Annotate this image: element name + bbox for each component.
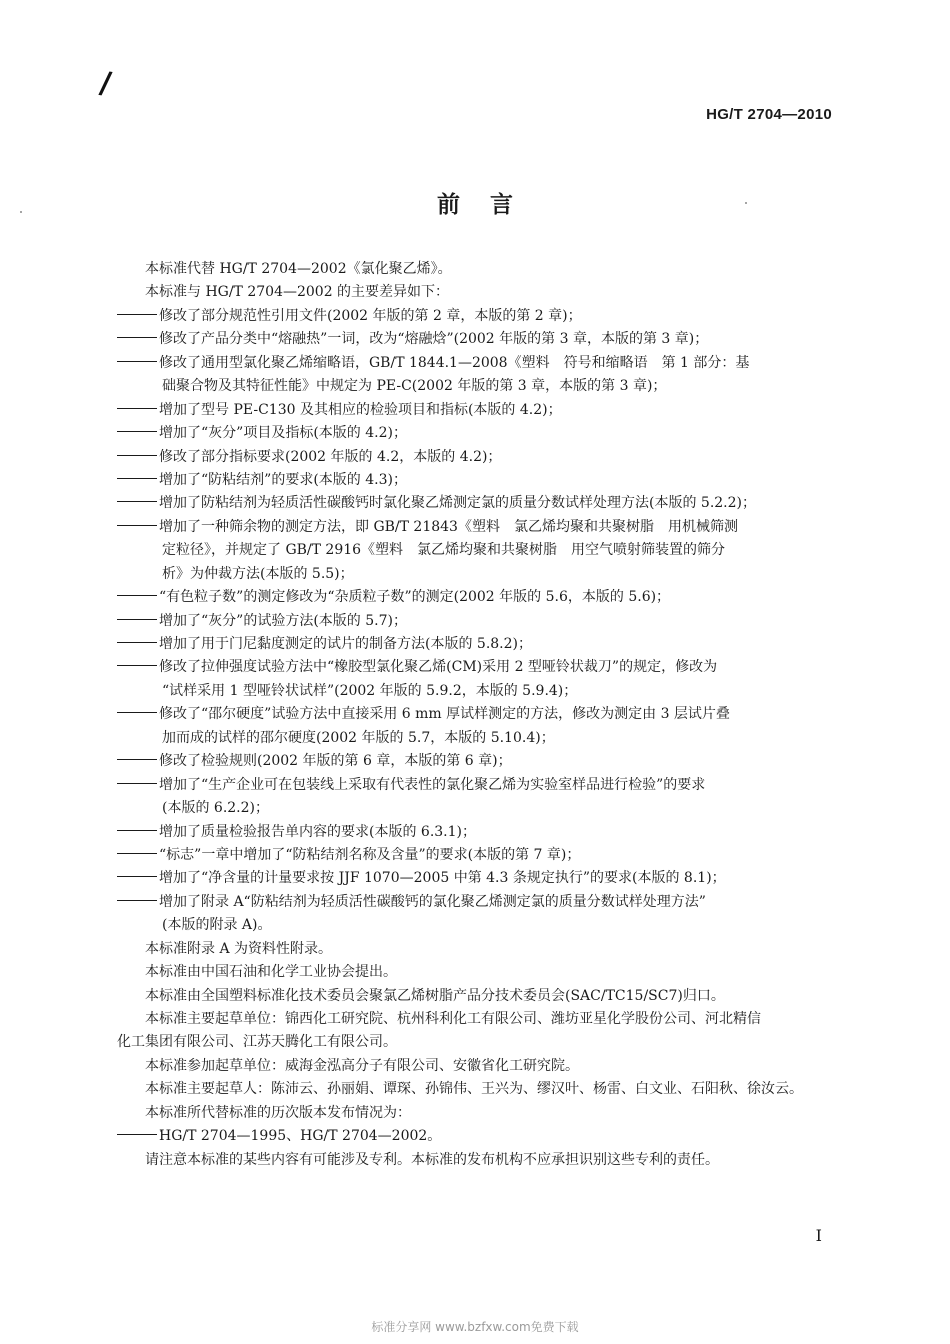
list-item-text: 修改了检验规则(2002 年版的第 6 章，本版的第 6 章)； <box>159 753 512 770</box>
em-dash-bullet <box>117 703 159 726</box>
list-item-text: “有色粒子数”的测定修改为“杂质粒子数”的测定(2002 年版的 5.6，本版的 5.6)； <box>159 589 671 606</box>
list-item <box>117 1125 832 1148</box>
paragraph-line <box>117 1055 832 1078</box>
em-dash-bullet <box>117 633 159 656</box>
list-item <box>117 492 832 515</box>
list-item <box>117 867 832 890</box>
list-item <box>117 446 832 469</box>
em-dash-bullet <box>117 844 159 867</box>
list-item-text: 定粒径》，并规定了 GB/T 2916《塑料 氯乙烯均聚和共聚树脂 用空气喷射筛装置的筛分 <box>162 542 726 559</box>
paragraph-text: 本标准代替 HG/T 2704—2002《氯化聚乙烯》。 <box>145 261 452 277</box>
list-item <box>117 774 832 797</box>
em-dash-bullet <box>117 352 159 375</box>
em-dash-bullet <box>117 867 159 890</box>
list-item-continuation <box>117 563 832 586</box>
em-dash-bullet <box>117 774 159 797</box>
list-item <box>117 469 832 492</box>
list-item-text: 修改了“邵尔硬度”试验方法中直接采用 6 mm 厚试样测定的方法，修改为测定由 3 层试片叠 <box>159 706 730 723</box>
list-item-text: (本版的附录 A)。 <box>162 917 272 934</box>
list-item-text: 修改了部分指标要求(2002 年版的 4.2，本版的 4.2)； <box>159 448 502 465</box>
list-item <box>117 610 832 633</box>
list-item-text: 增加了“灰分”的试验方法(本版的 5.7)； <box>159 612 407 629</box>
list-item <box>117 633 832 656</box>
paragraph-text: 请注意本标准的某些内容有可能涉及专利。本标准的发布机构不应承担识别这些专利的责任。 <box>145 1151 719 1168</box>
list-item <box>117 703 832 726</box>
paragraph-text: 本标准附录 A 为资料性附录。 <box>145 940 333 957</box>
list-item <box>117 422 832 445</box>
list-item-text: 增加了“防粘结剂”的要求(本版的 4.3)； <box>159 471 407 488</box>
paragraph-line <box>117 1102 832 1125</box>
document-body <box>117 258 832 1172</box>
list-item-text: 础聚合物及其特征性能》中规定为 PE-C(2002 年版的第 3 章，本版的第 3 章)； <box>162 378 667 395</box>
em-dash-bullet <box>117 586 159 609</box>
em-dash-bullet <box>117 610 159 633</box>
em-dash-bullet <box>117 891 159 914</box>
list-item <box>117 656 832 679</box>
paragraph-line <box>117 281 832 304</box>
page-title: 前言 <box>437 192 543 218</box>
list-item-text: 增加了型号 PE-C130 及其相应的检验项目和指标(本版的 4.2)； <box>159 401 562 418</box>
list-item-text: 修改了拉伸强度试验方法中“橡胶型氯化聚乙烯(CM)采用 2 型哑铃状裁刀”的规定，修改为 <box>159 659 718 676</box>
list-item <box>117 328 832 351</box>
list-item-text: 修改了通用型氯化聚乙烯缩略语，GB/T 1844.1—2008《塑料 符号和缩略语 第 1 部分：基 <box>159 354 750 371</box>
list-item-text: 修改了部分规范性引用文件(2002 年版的第 2 章，本版的第 2 章)； <box>159 307 582 324</box>
em-dash-bullet <box>117 328 159 351</box>
paragraph-line <box>117 961 832 984</box>
list-item-text: 增加了质量检验报告单内容的要求(本版的 6.3.1)； <box>159 823 476 840</box>
list-item <box>117 821 832 844</box>
list-item <box>117 586 832 609</box>
paragraph-text: 本标准由中国石油和化学工业协会提出。 <box>145 964 397 981</box>
paragraph-line <box>117 1078 832 1101</box>
list-item-continuation <box>117 727 832 750</box>
list-item-continuation <box>117 375 832 398</box>
em-dash-bullet <box>117 446 159 469</box>
list-item-text: 析》为仲裁方法(本版的 5.5)； <box>162 565 354 582</box>
list-item <box>117 352 832 375</box>
handwritten-mark: / <box>97 65 114 102</box>
list-item <box>117 305 832 328</box>
page-number: I <box>815 1226 822 1245</box>
paragraph-text: 本标准主要起草人：陈沛云、孙丽娟、谭琛、孙锦伟、王兴为、缪汉叶、杨雷、白文业、石阳秋、徐汝云。 <box>145 1081 803 1098</box>
list-item-continuation <box>117 914 832 937</box>
list-item-text: (本版的 6.2.2)； <box>162 800 269 817</box>
list-item <box>117 844 832 867</box>
list-item-text: 增加了“生产企业可在包装线上采取有代表性的氯化聚乙烯为实验室样品进行检验”的要求 <box>159 776 706 793</box>
paragraph-line <box>117 1149 832 1172</box>
em-dash-bullet <box>117 516 159 539</box>
list-item-continuation <box>117 680 832 703</box>
list-item-continuation <box>117 797 832 820</box>
paragraph-text: 本标准由全国塑料标准化技术委员会聚氯乙烯树脂产品分技术委员会(SAC/TC15/SC7)归口。 <box>145 987 725 1004</box>
paragraph-line <box>117 938 832 961</box>
paragraph-text: 本标准所代替标准的历次版本发布情况为： <box>145 1104 411 1121</box>
paragraph-text: 本标准主要起草单位：锦西化工研究院、杭州科利化工有限公司、潍坊亚星化学股份公司、河北精信 <box>145 1011 761 1027</box>
list-item-text: HG/T 2704—1995、HG/T 2704—2002。 <box>159 1128 442 1145</box>
list-item-text: “试样采用 1 型哑铃状试样”(2002 年版的 5.9.2，本版的 5.9.4)； <box>162 682 578 699</box>
em-dash-bullet <box>117 1125 159 1148</box>
em-dash-bullet <box>117 469 159 492</box>
em-dash-bullet <box>117 821 159 844</box>
paragraph-line <box>117 258 832 281</box>
list-item <box>117 891 832 914</box>
list-item-text: 修改了产品分类中“熔融热”一词，改为“熔融焓”(2002 年版的第 3 章，本版的第 3 章)； <box>159 331 709 348</box>
list-item-text: 加而成的试样的邵尔硬度(2002 年版的 5.7，本版的 5.10.4)； <box>162 729 555 746</box>
paragraph-text: 本标准参加起草单位：威海金泓高分子有限公司、安徽省化工研究院。 <box>145 1057 579 1074</box>
standard-code: HG/T 2704—2010 <box>706 106 832 123</box>
em-dash-bullet <box>117 305 159 328</box>
list-item-text: 增加了一种筛余物的测定方法，即 GB/T 21843《塑料 氯乙烯均聚和共聚树脂 用机械筛测 <box>159 518 738 535</box>
watermark-footer: 标准分享网 www.bzfxw.com免费下载 <box>371 1320 579 1334</box>
em-dash-bullet <box>117 656 159 679</box>
paragraph-text: 化工集团有限公司、江苏天腾化工有限公司。 <box>117 1034 397 1051</box>
list-item-text: 增加了用于门尼黏度测定的试片的制备方法(本版的 5.8.2)； <box>159 636 532 652</box>
em-dash-bullet <box>117 750 159 773</box>
list-item-text: 增加了“净含量的计量要求按 JJF 1070—2005 中第 4.3 条规定执行”的要求(本版的 8.1)； <box>159 870 726 887</box>
paragraph-line <box>117 985 832 1008</box>
list-item-text: 增加了附录 A“防粘结剂为轻质活性碳酸钙的氯化聚乙烯测定氯的质量分数试样处理方法” <box>159 893 706 910</box>
list-item-text: 增加了防粘结剂为轻质活性碳酸钙时氯化聚乙烯测定氯的质量分数试样处理方法(本版的 5.2.2)； <box>159 495 756 512</box>
list-item <box>117 399 832 422</box>
paragraph-continuation <box>117 1031 832 1054</box>
list-item-text: 增加了“灰分”项目及指标(本版的 4.2)； <box>159 425 407 442</box>
em-dash-bullet <box>117 399 159 422</box>
paragraph-text: 本标准与 HG/T 2704—2002 的主要差异如下： <box>145 284 450 301</box>
list-item-continuation <box>117 539 832 562</box>
em-dash-bullet <box>117 492 159 515</box>
list-item-text: “标志”一章中增加了“防粘结剂名称及含量”的要求(本版的第 7 章)； <box>159 846 581 863</box>
list-item <box>117 516 832 539</box>
em-dash-bullet <box>117 422 159 445</box>
paragraph-line <box>117 1008 832 1031</box>
list-item <box>117 750 832 773</box>
